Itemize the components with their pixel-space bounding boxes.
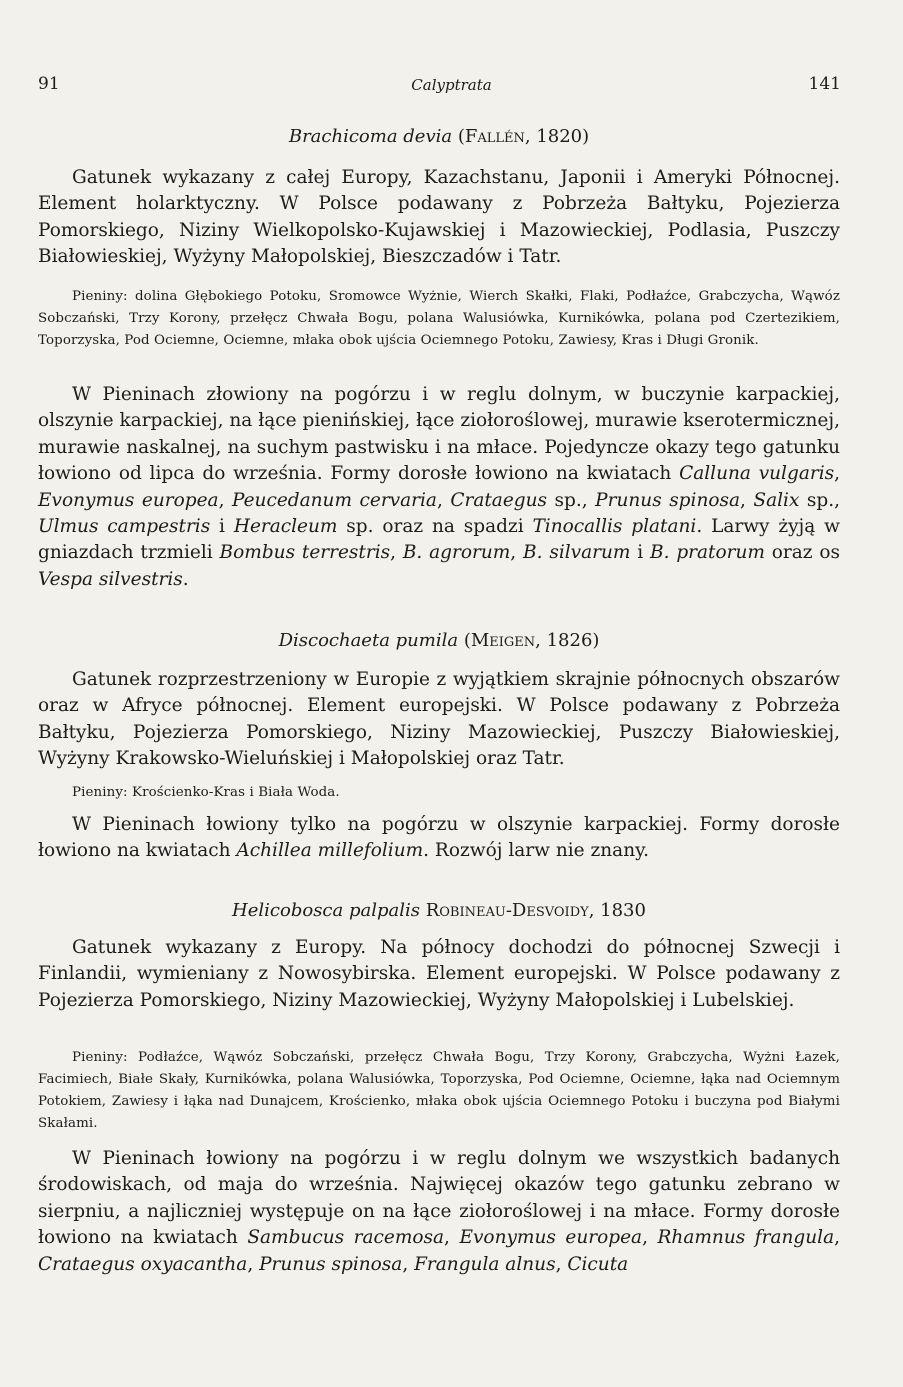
- species-name: Brachicoma devia: [288, 126, 453, 147]
- locality-text: Pieniny: Krościenko-Kras i Biała Woda.: [72, 785, 340, 800]
- distribution-paragraph: [38, 935, 840, 1014]
- species-title: [38, 898, 840, 924]
- locality-paragraph: [38, 782, 840, 804]
- species-title: [38, 628, 840, 654]
- distribution-paragraph: [38, 667, 840, 773]
- species-name: Discochaeta pumila: [278, 630, 459, 651]
- species-author: (Meigen, 1826): [463, 630, 600, 651]
- biology-paragraph: [38, 812, 840, 865]
- page-number-right: 141: [808, 74, 841, 94]
- distribution-text: Gatunek wykazany z Europy. Na północy dochodzi do północnej Szwecji i Finlandii, wymieniany z Nowosybirska. Element europejski. W Polsce podawany z Pojezierza Pomorskiego, Niziny Mazowieckiej, Wyżyny Małopolskiej i Lubelskiej.: [38, 937, 840, 1011]
- biology-text: W Pieninach złowiony na pogórzu i w reglu dolnym, w buczynie karpackiej, olszynie karpackiej, na łące pienińskiej, łące ziołoroślowej, murawie kserotermicznej, murawie naskalnej, na suchym pastwisku i na młace. Pojedyncze okazy tego gatunku łowiono od lipca do września. Formy dorosłe łowiono na kwiatach Calluna vulgaris, Evonymus europea, Peucedanum cervaria, Crataegus sp., Prunus spinosa, Salix sp., Ulmus campestris i Heracleum sp. oraz na spadzi Tinocallis platani. Larwy żyją w gniazdach trzmieli Bombus terrestris, B. agrorum, B. silvarum i B. pratorum oraz os Vespa silvestris.: [38, 384, 841, 590]
- species-title: [38, 124, 840, 150]
- page-number-left: 91: [38, 74, 60, 94]
- distribution-text: Gatunek rozprzestrzeniony w Europie z wyjątkiem skrajnie północnych obszarów oraz w Afryce północnej. Element europejski. W Polsce podawany z Pobrzeża Bałtyku, Pojezierza Pomorskiego, Niziny Mazowieckiej, Puszczy Białowieskiej, Wyżyny Krakowsko-Wieluńskiej i Małopolskiej oraz Tatr.: [38, 669, 840, 770]
- locality-paragraph: [38, 1047, 840, 1135]
- species-author: (Fallén, 1820): [457, 126, 590, 147]
- species-author: Robineau-Desvoidy, 1830: [425, 900, 646, 921]
- biology-paragraph: [38, 382, 840, 593]
- biology-paragraph: [38, 1146, 840, 1278]
- locality-text: Pieniny: dolina Głębokiego Potoku, Sromowce Wyżnie, Wierch Skałki, Flaki, Podłaźce, Grabczycha, Wąwóz Sobczański, Trzy Korony, przełęcz Chwała Bogu, polana Walusiówka, Kurnikówka, polana pod Czertezikiem, Toporzyska, Pod Ociemne, Ociemne, młaka obok ujścia Ociemnego Potoku, Zawiesy, Kras i Długi Gronik.: [38, 289, 840, 348]
- distribution-text: Gatunek wykazany z całej Europy, Kazachstanu, Japonii i Ameryki Północnej. Element holarktyczny. W Polsce podawany z Pobrzeża Bałtyku, Pojezierza Pomorskiego, Niziny Wielkopolsko-Kujawskiej i Mazowieckiej, Podlasia, Puszczy Białowieskiej, Wyżyny Małopolskiej, Bieszczadów i Tatr.: [38, 167, 840, 268]
- running-head: Calyptrata: [411, 76, 492, 94]
- locality-paragraph: [38, 286, 840, 352]
- distribution-paragraph: [38, 165, 840, 271]
- species-name: Helicobosca palpalis: [232, 900, 420, 921]
- locality-text: Pieniny: Podłaźce, Wąwóz Sobczański, przełęcz Chwała Bogu, Trzy Korony, Grabczycha, Wyżni Łazek, Facimiech, Białe Skały, Kurnikówka, polana Walusiówka, Toporzyska, Pod Ociemne, Ociemne, łąka nad Ociemnym Potokiem, Zawiesy i łąka nad Dunajcem, Krościenko, młaka obok ujścia Ociemnego Potoku i buczyna pod Białymi Skałami.: [38, 1050, 840, 1131]
- biology-text: W Pieninach łowiony na pogórzu i w reglu dolnym we wszystkich badanych środowiskach, od maja do września. Najwięcej okazów tego gatunku zebrano w sierpniu, a najliczniej występuje on na łące ziołoroślowej i na młace. Formy dorosłe łowiono na kwiatach Sambucus racemosa, Evonymus europea, Rhamnus frangula, Crataegus oxyacantha, Prunus spinosa, Frangula alnus, Cicuta: [38, 1148, 840, 1275]
- biology-text: W Pieninach łowiony tylko na pogórzu w olszynie karpackiej. Formy dorosłe łowiono na kwiatach Achillea millefolium. Rozwój larw nie znany.: [38, 814, 840, 862]
